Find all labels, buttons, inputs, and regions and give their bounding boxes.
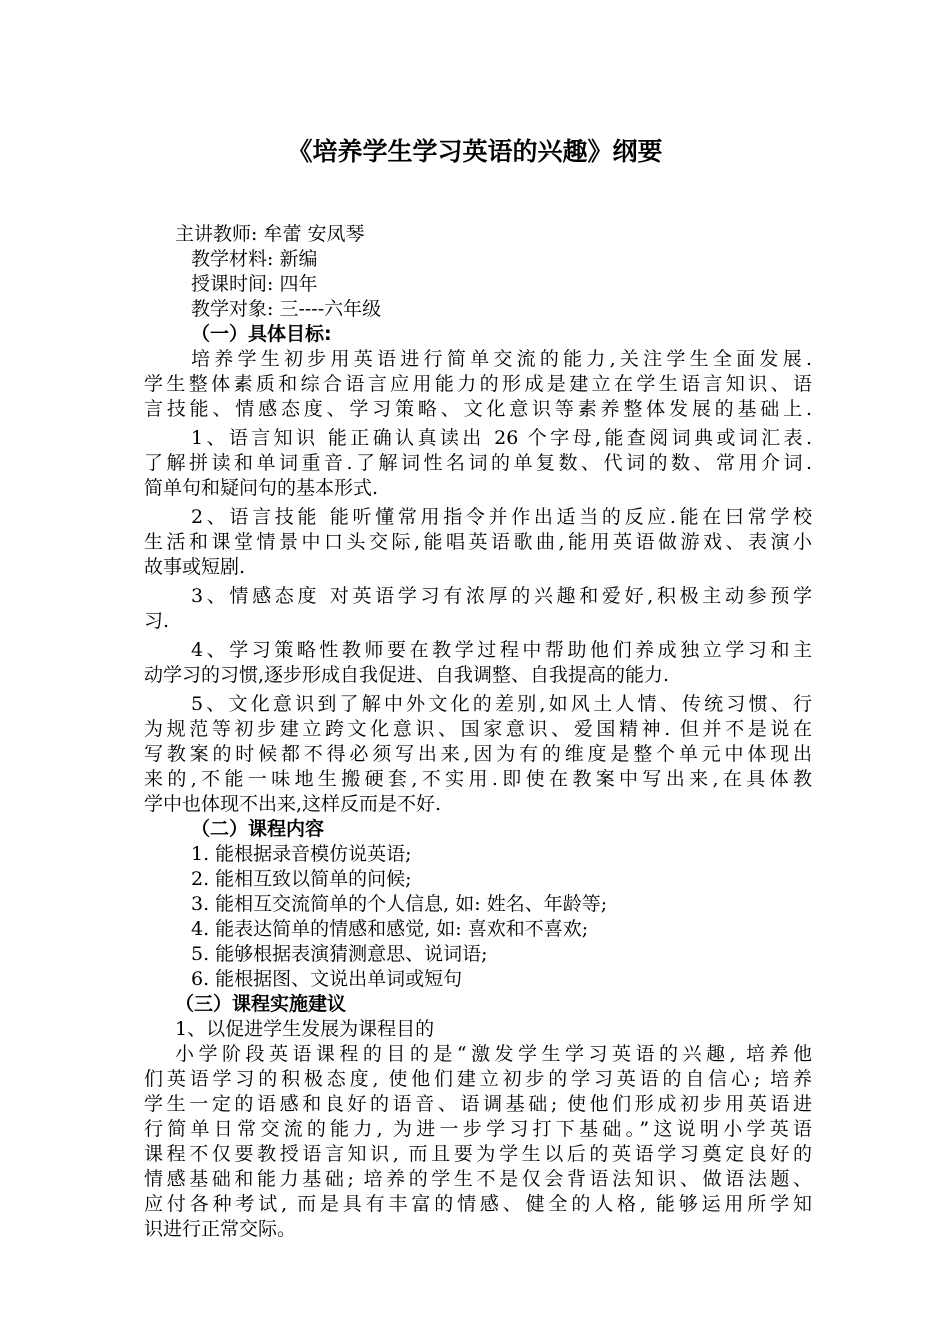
section1-p1-line: 1、语言知识 能正确认真读出 26 个字母,能查阅词典或词汇表. [191, 427, 812, 449]
section1-p2-line: 生活和课堂情景中口头交际,能唱英语歌曲,能用英语做游戏、表演小 [144, 531, 812, 553]
section1-intro-line: 培养学生初步用英语进行简单交流的能力,关注学生全面发展. [191, 348, 812, 370]
section2-item: 6. 能根据图、文说出单词或短句 [191, 968, 463, 990]
section1-p3-line: 习. [144, 610, 170, 632]
section1-heading: （一）具体目标: [191, 323, 332, 345]
section3-para-line: 课程不仅要教授语言知识, 而且要为学生以后的英语学习奠定良好的 [144, 1143, 812, 1165]
section1-p5-line: 来的,不能一味地生搬硬套,不实用.即使在教案中写出来,在具体教 [144, 768, 812, 790]
section1-intro-line: 学生整体素质和综合语言应用能力的形成是建立在学生语言知识、语 [144, 373, 812, 395]
section1-p4-line: 4、学习策略性教师要在教学过程中帮助他们养成独立学习和主 [191, 639, 812, 661]
section1-p5-line: 学中也体现不出来,这样反而是不好. [144, 793, 442, 815]
section3-para-line: 学生一定的语感和良好的语音、语调基础; 使他们形成初步用英语进 [144, 1093, 812, 1115]
section3-heading: （三）课程实施建议 [175, 993, 347, 1015]
section1-p1-line: 简单句和疑问句的基本形式. [144, 477, 379, 499]
section1-p3-line: 3、情感态度 对英语学习有浓厚的兴趣和爱好,积极主动参预学 [191, 585, 812, 607]
section1-p1-line: 了解拼读和单词重音.了解词性名词的单复数、代词的数、常用介词. [144, 452, 812, 474]
section3-para-line: 小学阶段英语课程的目的是“激发学生学习英语的兴趣, 培养他 [175, 1043, 812, 1065]
section1-p4-line: 动学习的习惯,逐步形成自我促进、自我调整、自我提高的能力. [144, 664, 670, 686]
section3-subheading: 1、以促进学生发展为课程目的 [175, 1018, 435, 1040]
meta-teacher: 主讲教师: 牟蕾 安凤琴 [175, 223, 365, 245]
section2-item: 4. 能表达简单的情感和感觉, 如: 喜欢和不喜欢; [191, 918, 589, 940]
meta-time: 授课时间: 四年 [191, 273, 318, 295]
section1-intro-line: 言技能、情感态度、学习策略、文化意识等素养整体发展的基础上. [144, 398, 812, 420]
section1-p5-line: 写教案的时候都不得必须写出来,因为有的维度是整个单元中体现出 [144, 743, 812, 765]
section1-p5-line: 5、文化意识到了解中外文化的差别,如风土人情、传统习惯、行 [191, 693, 812, 715]
document-title: 《培养学生学习英语的兴趣》纲要 [287, 137, 663, 166]
section2-heading: （二）课程内容 [191, 818, 325, 840]
section3-para-line: 行简单日常交流的能力, 为进一步学习打下基础。”这说明小学英语 [144, 1118, 812, 1140]
section2-item: 1. 能根据录音模仿说英语; [191, 843, 412, 865]
section1-p2-line: 2、语言技能 能听懂常用指令并作出适当的反应.能在曰常学校 [191, 506, 812, 528]
section3-para-line: 们英语学习的积极态度, 使他们建立初步的学习英语的自信心; 培养 [144, 1068, 812, 1090]
section3-para-line: 识进行正常交际。 [144, 1218, 297, 1240]
meta-material: 教学材料: 新编 [191, 248, 318, 270]
section1-p5-line: 为规范等初步建立跨文化意识、国家意识、爱国精神. 但并不是说在 [144, 718, 812, 740]
section2-item: 3. 能相互交流简单的个人信息, 如: 姓名、年龄等; [191, 893, 608, 915]
meta-target: 教学对象: 三----六年级 [191, 298, 382, 320]
section2-item: 5. 能够根据表演猜测意思、说词语; [191, 943, 488, 965]
section3-para-line: 应付各种考试, 而是具有丰富的情感、健全的人格, 能够运用所学知 [144, 1193, 812, 1215]
document-body [144, 222, 812, 1242]
section1-p2-line: 故事或短剧. [144, 556, 246, 578]
section2-item: 2. 能相互致以简单的问候; [191, 868, 412, 890]
section3-para-line: 情感基础和能力基础; 培养的学生不是仅会背语法知识、做语法题、 [144, 1168, 812, 1190]
